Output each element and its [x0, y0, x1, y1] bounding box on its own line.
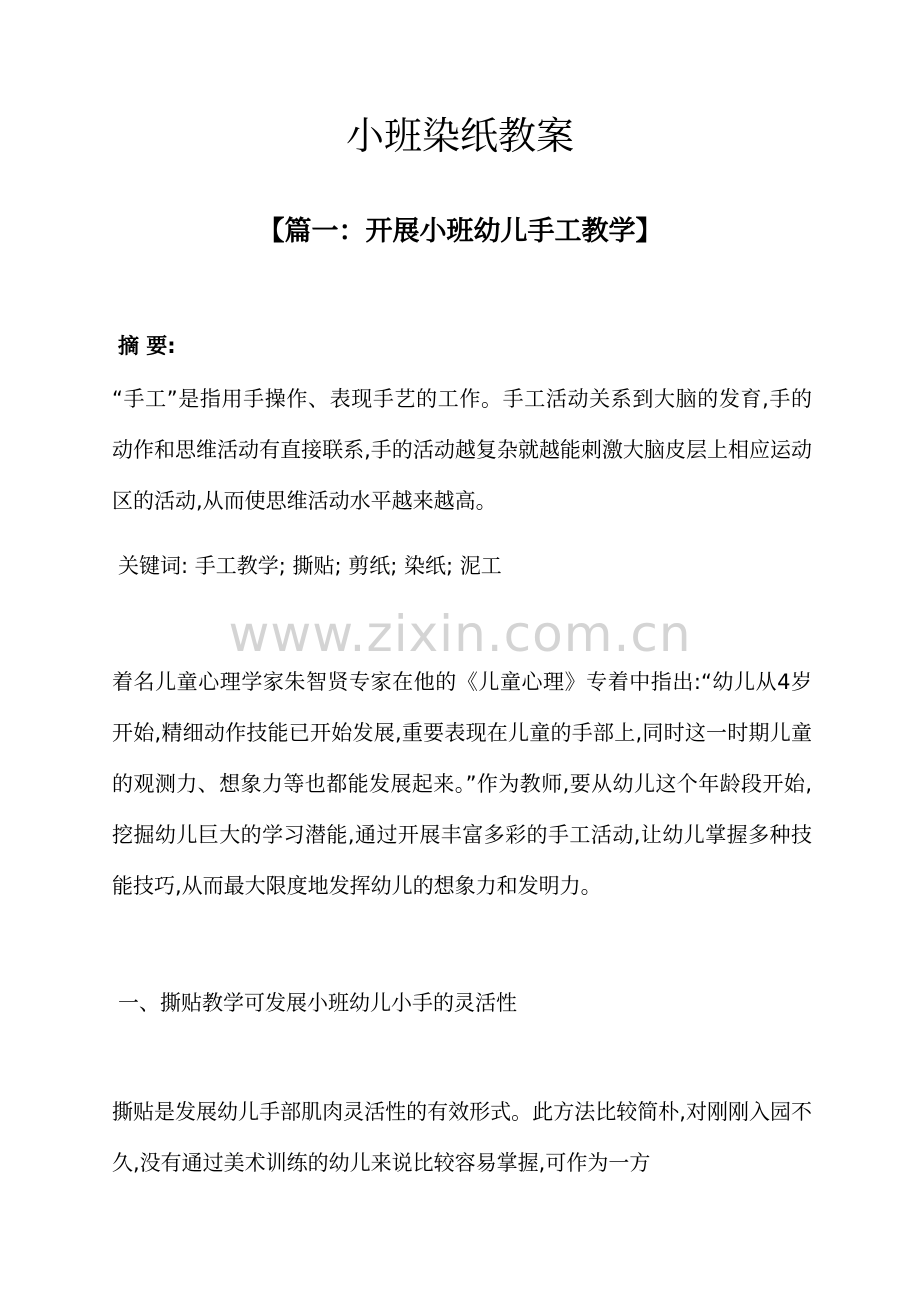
abstract-text: “手工”是指用手操作、表现手艺的工作。手工活动关系到大脑的发育,手的动作和思维活动有直接联系,手的活动越复杂就越能刺激大脑皮层上相应运动区的活动,从而使思维活动水平越来越高。 [112, 387, 812, 513]
body-paragraph-2: 撕贴是发展幼儿手部肌肉灵活性的有效形式。此方法比较简朴,对刚刚入园不久,没有通过美术训练的幼儿来说比较容易掌握,可作为一方 [112, 1100, 812, 1175]
section-heading: 一、撕贴教学可发展小班幼儿小手的灵活性 [118, 991, 517, 1015]
document-subtitle: 【篇一：开展小班幼儿手工教学】 [257, 216, 663, 247]
body-paragraph-1: 着名儿童心理学家朱智贤专家在他的《儿童心理》专着中指出:“幼儿从4岁开始,精细动作技能已开始发展,重要表现在儿童的手部上,同时这一时期儿童的观测力、想象力等也都能发展起来。”作为教师,要从幼儿这个年龄段开始,挖掘幼儿巨大的学习潜能,通过开展丰富多彩的手工活动,让幼儿掌握多种技能技巧,从而最大限度地发挥幼儿的想象力和发明力。 [112, 670, 812, 898]
abstract-label: 摘 要: [118, 334, 176, 358]
keywords-line: 关键词: 手工教学; 撕贴; 剪纸; 染纸; 泥工 [118, 554, 502, 578]
document-title: 小班染纸教案 [345, 114, 574, 158]
watermark-text: www.zixin.com.cn [228, 605, 692, 663]
